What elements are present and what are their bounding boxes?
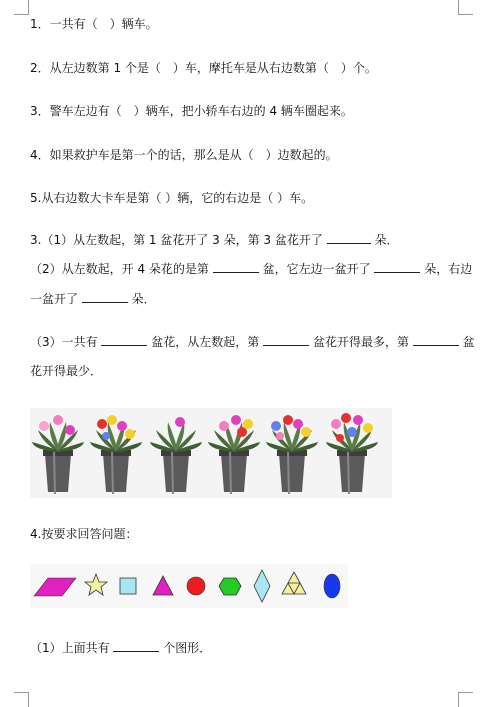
flower-question-3-a: （3）一共有 (30, 335, 98, 349)
answer-blank[interactable] (82, 291, 128, 303)
flower-question-2-b: 盆，它左边一盆开了 (262, 262, 371, 276)
rhombus-shape (254, 570, 270, 602)
flower-pots-illustration (30, 408, 392, 498)
answer-blank[interactable] (413, 334, 459, 346)
flower-pot-6 (326, 413, 378, 494)
corner-mark-top-right (458, 0, 473, 15)
answer-blank[interactable] (101, 334, 147, 346)
answer-blank[interactable] (213, 261, 259, 273)
question-5: 5.从右边数大卡车是第（ ）辆，它的右边是（ ）车。 (30, 191, 314, 205)
flower-question-2-a: （2）从左数起，开 4 朵花的是第 (30, 262, 209, 276)
flower-question-3-d: 盆 (462, 335, 475, 349)
star-shape (85, 574, 107, 595)
question-1: 1．一共有（ ）辆车。 (30, 17, 158, 31)
flower-pots-graphic (30, 408, 392, 498)
flower-question-2 (30, 261, 472, 277)
flower-question-3-c: 盆花开得最多，第 (312, 335, 409, 349)
flower-question-3 (30, 334, 475, 350)
flower-question-1-end: 朵． (374, 233, 399, 247)
flower-pot-4 (208, 415, 260, 494)
corner-mark-bottom-right (458, 692, 473, 707)
flower-pot-5 (266, 415, 318, 494)
flower-question-2-e: 朵． (131, 292, 156, 306)
question-3: 3．警车左边有（ ）辆车，把小轿车右边的 4 辆车圈起来。 (30, 104, 353, 118)
answer-blank[interactable] (327, 232, 371, 244)
flower-pot-2 (90, 415, 142, 494)
flower-question-3-cont: 花开得最少． (30, 364, 103, 378)
triangle-shape (153, 576, 173, 595)
flower-question-2-cont (30, 291, 156, 307)
corner-mark-bottom-left (14, 692, 29, 707)
corner-mark-top-left (14, 0, 29, 15)
flower-question-3-b: 盆花，从左数起，第 (151, 335, 260, 349)
question-4: 4．如果救护车是第一个的话，那么是从（ ）边数起的。 (30, 148, 338, 162)
oval-shape (324, 574, 340, 598)
answer-blank[interactable] (263, 334, 309, 346)
flower-question-2-d: 一盆开了 (30, 292, 79, 306)
parallelogram-shape (34, 578, 76, 596)
triangle-grid-shape (282, 572, 306, 594)
question-2: 2．从左边数第 1 个是（ ）车，摩托车是从右边数第（ ）个。 (30, 61, 377, 75)
circle-shape (187, 577, 205, 595)
shapes-graphic (30, 564, 348, 608)
shapes-question-1-a: （1）上面共有 (30, 641, 110, 655)
shapes-question-1 (30, 640, 211, 656)
hexagon-shape (219, 578, 241, 595)
answer-blank[interactable] (113, 640, 159, 652)
flower-pot-3 (150, 417, 202, 494)
flower-question-1-text: 3.（1）从左数起，第 1 盆花开了 3 朵，第 3 盆花开了 (30, 233, 323, 247)
shapes-question-1-b: 个图形． (163, 641, 212, 655)
answer-blank[interactable] (374, 261, 420, 273)
flower-pot-1 (32, 415, 84, 494)
square-shape (120, 578, 136, 594)
flower-question-1 (30, 232, 399, 248)
shapes-illustration (30, 564, 348, 608)
shapes-question-title: 4.按要求回答问题： (30, 527, 138, 541)
flower-question-2-c: 朵，右边 (424, 262, 473, 276)
